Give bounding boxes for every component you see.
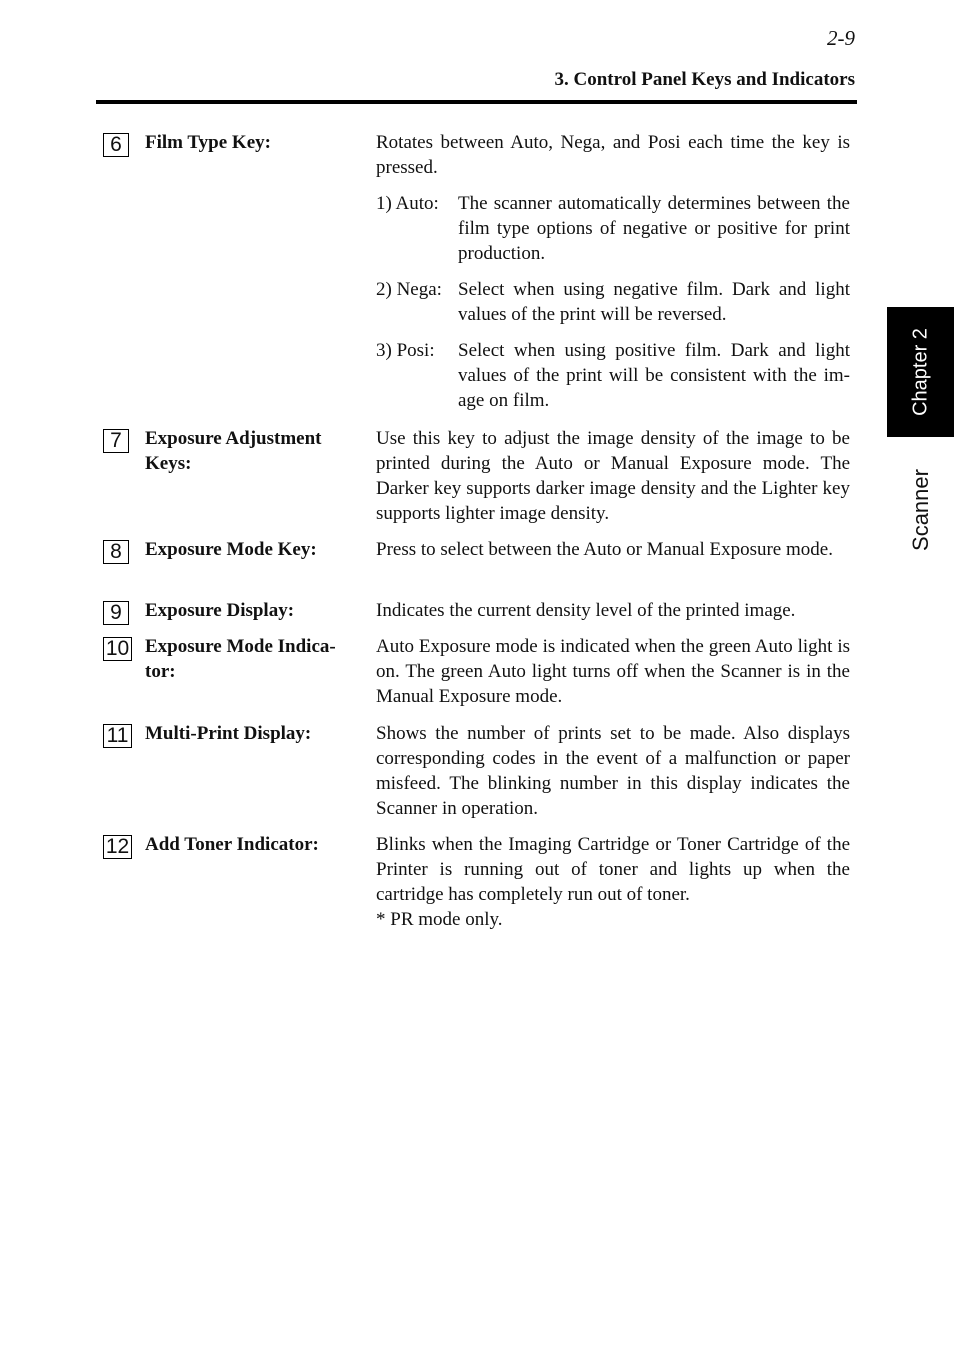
entry-description: Rotates between Auto, Nega, and Posi each time the key is pressed. [376,132,850,178]
entry-label: Add Toner Indicator: [145,834,319,855]
option-label: 2) Nega: [376,279,442,300]
option-text: Select when using positive film. Dark and light values of the print will be consistent with the im-age on film. [458,340,850,411]
entry-description: Blinks when the Imaging Cartridge or Toner Cartridge of the Printer is running out of toner and lights up when the cartridge has completely run out of toner. [376,834,850,905]
chapter-side-label [887,455,954,565]
entry-label: Multi-Print Display: [145,723,312,744]
section-title: 3. Control Panel Keys and Indicators [554,69,855,90]
chapter-side-label-text: Scanner [907,469,933,551]
entry-number: 6 [103,133,129,157]
entry-number: 7 [103,429,129,453]
entry-description: Shows the number of prints set to be made. Also displays corresponding codes in the event of a malfunction or paper misfeed. The blinking number in this display indicates the Scanner in operation. [376,723,850,819]
entry-label: Film Type Key: [145,132,271,153]
entry-label: Exposure Mode Key: [145,539,317,560]
chapter-tab [887,307,954,437]
entry-description: Press to select between the Auto or Manual Exposure mode. [376,539,833,560]
option-label: 1) Auto: [376,193,439,214]
entry-number: 8 [103,540,129,564]
entry-number: 11 [103,724,132,748]
option-label: 3) Posi: [376,340,435,361]
entry-description: Use this key to adjust the image density of the image to be printed during the Auto or Manual Exposure mode. The Darker key supports darker image density and the Lighter key supports lighter image density. [376,428,850,524]
entry-description-block [376,832,850,932]
entry-number: 12 [103,835,132,859]
option-text: The scanner automatically determines between the film type options of negative or positive for print production. [458,193,850,264]
option-item [376,191,850,266]
entry-label: Exposure Display: [145,600,295,621]
option-text: Select when using negative film. Dark and light values of the print will be reversed. [458,279,850,325]
entry-description: Indicates the current density level of the printed image. [376,600,796,621]
option-item [376,277,850,327]
chapter-tab-label: Chapter 2 [909,328,931,416]
entry-label: Exposure Adjustment Keys: [145,428,322,474]
entry-number: 9 [103,601,129,625]
entry-description: Auto Exposure mode is indicated when the green Auto light is on. The green Auto light turns off when the Scanner is in the Manual Exposure mode. [376,636,850,707]
page-number: 2-9 [827,26,855,50]
option-item [376,338,850,413]
entry-label: Exposure Mode Indica-tor: [145,636,336,682]
entry-description-block [376,130,850,413]
header-rule [96,100,857,104]
entry-note: * PR mode only. [376,909,503,930]
entry-number: 10 [103,637,132,661]
